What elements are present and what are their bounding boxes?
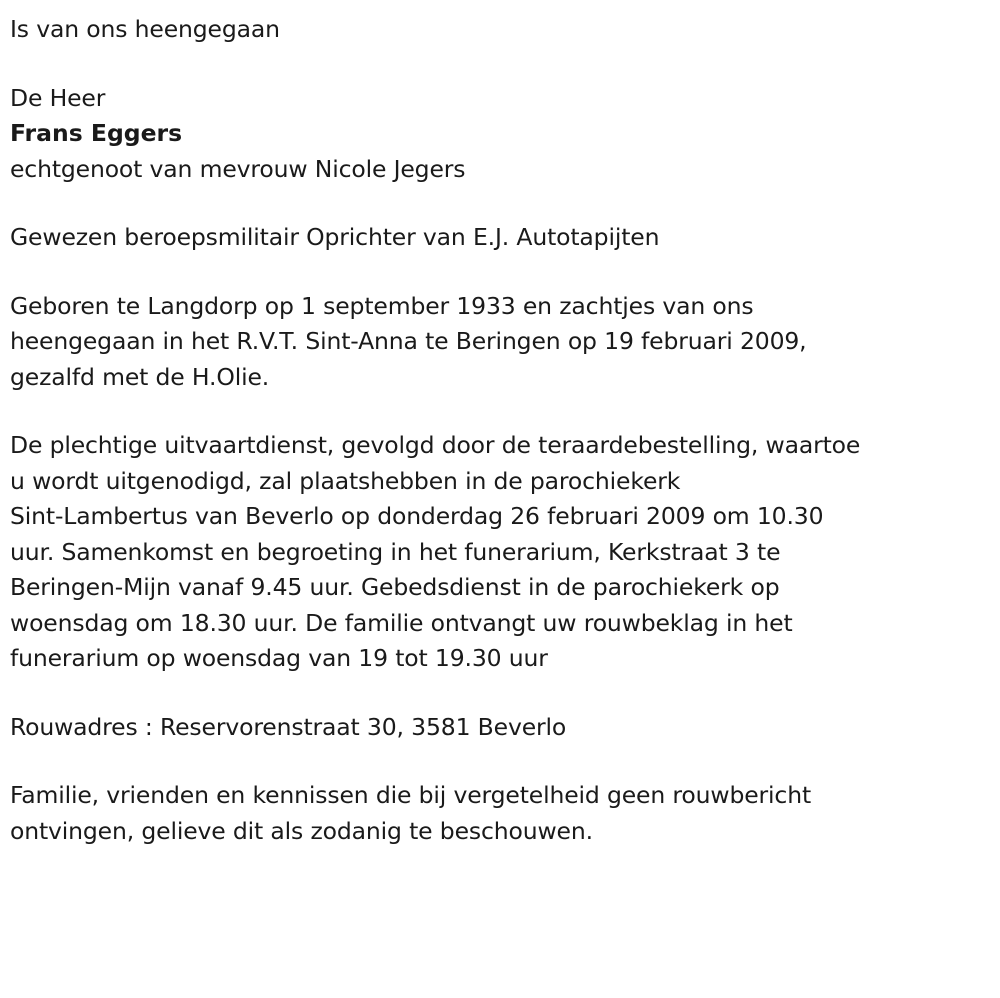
paragraph-line: Geboren te Langdorp op 1 september 1933 en zachtjes van ons — [10, 291, 754, 320]
mourning-address-line: Rouwadres : Reservorenstraat 30, 3581 Beverlo — [10, 712, 567, 741]
mourning-address-block — [10, 710, 994, 746]
paragraph-line: Beringen-Mijn vanaf 9.45 uur. Gebedsdienst in de parochiekerk op — [10, 573, 780, 601]
paragraph-line: De plechtige uitvaartdienst, gevolgd door de teraardebestelling, waartoe — [10, 431, 861, 459]
spouse-line: echtgenoot van mevrouw Nicole Jegers — [10, 154, 466, 183]
deceased-name: Frans Eggers — [10, 119, 183, 147]
paragraph-line: gezalfd met de H.Olie. — [10, 362, 270, 391]
paragraph-line: u wordt uitgenodigd, zal plaatshebben in de parochiekerk — [10, 466, 681, 495]
birth-death-paragraph — [10, 289, 994, 396]
salutation-line: De Heer — [10, 83, 106, 112]
identity-block — [10, 81, 994, 188]
service-paragraph — [10, 428, 994, 677]
occupation-block — [10, 220, 994, 256]
opening-line: Is van ons heengegaan — [10, 15, 280, 43]
paragraph-line: ontvingen, gelieve dit als zodanig te beschouwen. — [10, 816, 593, 845]
paragraph-line: funerarium op woensdag van 19 tot 19.30 uur — [10, 644, 548, 672]
opening-block — [10, 12, 994, 48]
paragraph-line: Familie, vrienden en kennissen die bij vergetelheid geen rouwbericht — [10, 781, 812, 809]
occupation-line: Gewezen beroepsmilitair Oprichter van E.J. Autotapijten — [10, 223, 660, 251]
paragraph-line: heengegaan in het R.V.T. Sint-Anna te Beringen op 19 februari 2009, — [10, 327, 807, 355]
paragraph-line: Sint-Lambertus van Beverlo op donderdag 26 februari 2009 om 10.30 — [10, 502, 824, 530]
paragraph-line: woensdag om 18.30 uur. De familie ontvangt uw rouwbeklag in het — [10, 608, 793, 637]
closing-paragraph — [10, 778, 994, 849]
paragraph-line: uur. Samenkomst en begroeting in het funerarium, Kerkstraat 3 te — [10, 537, 781, 566]
